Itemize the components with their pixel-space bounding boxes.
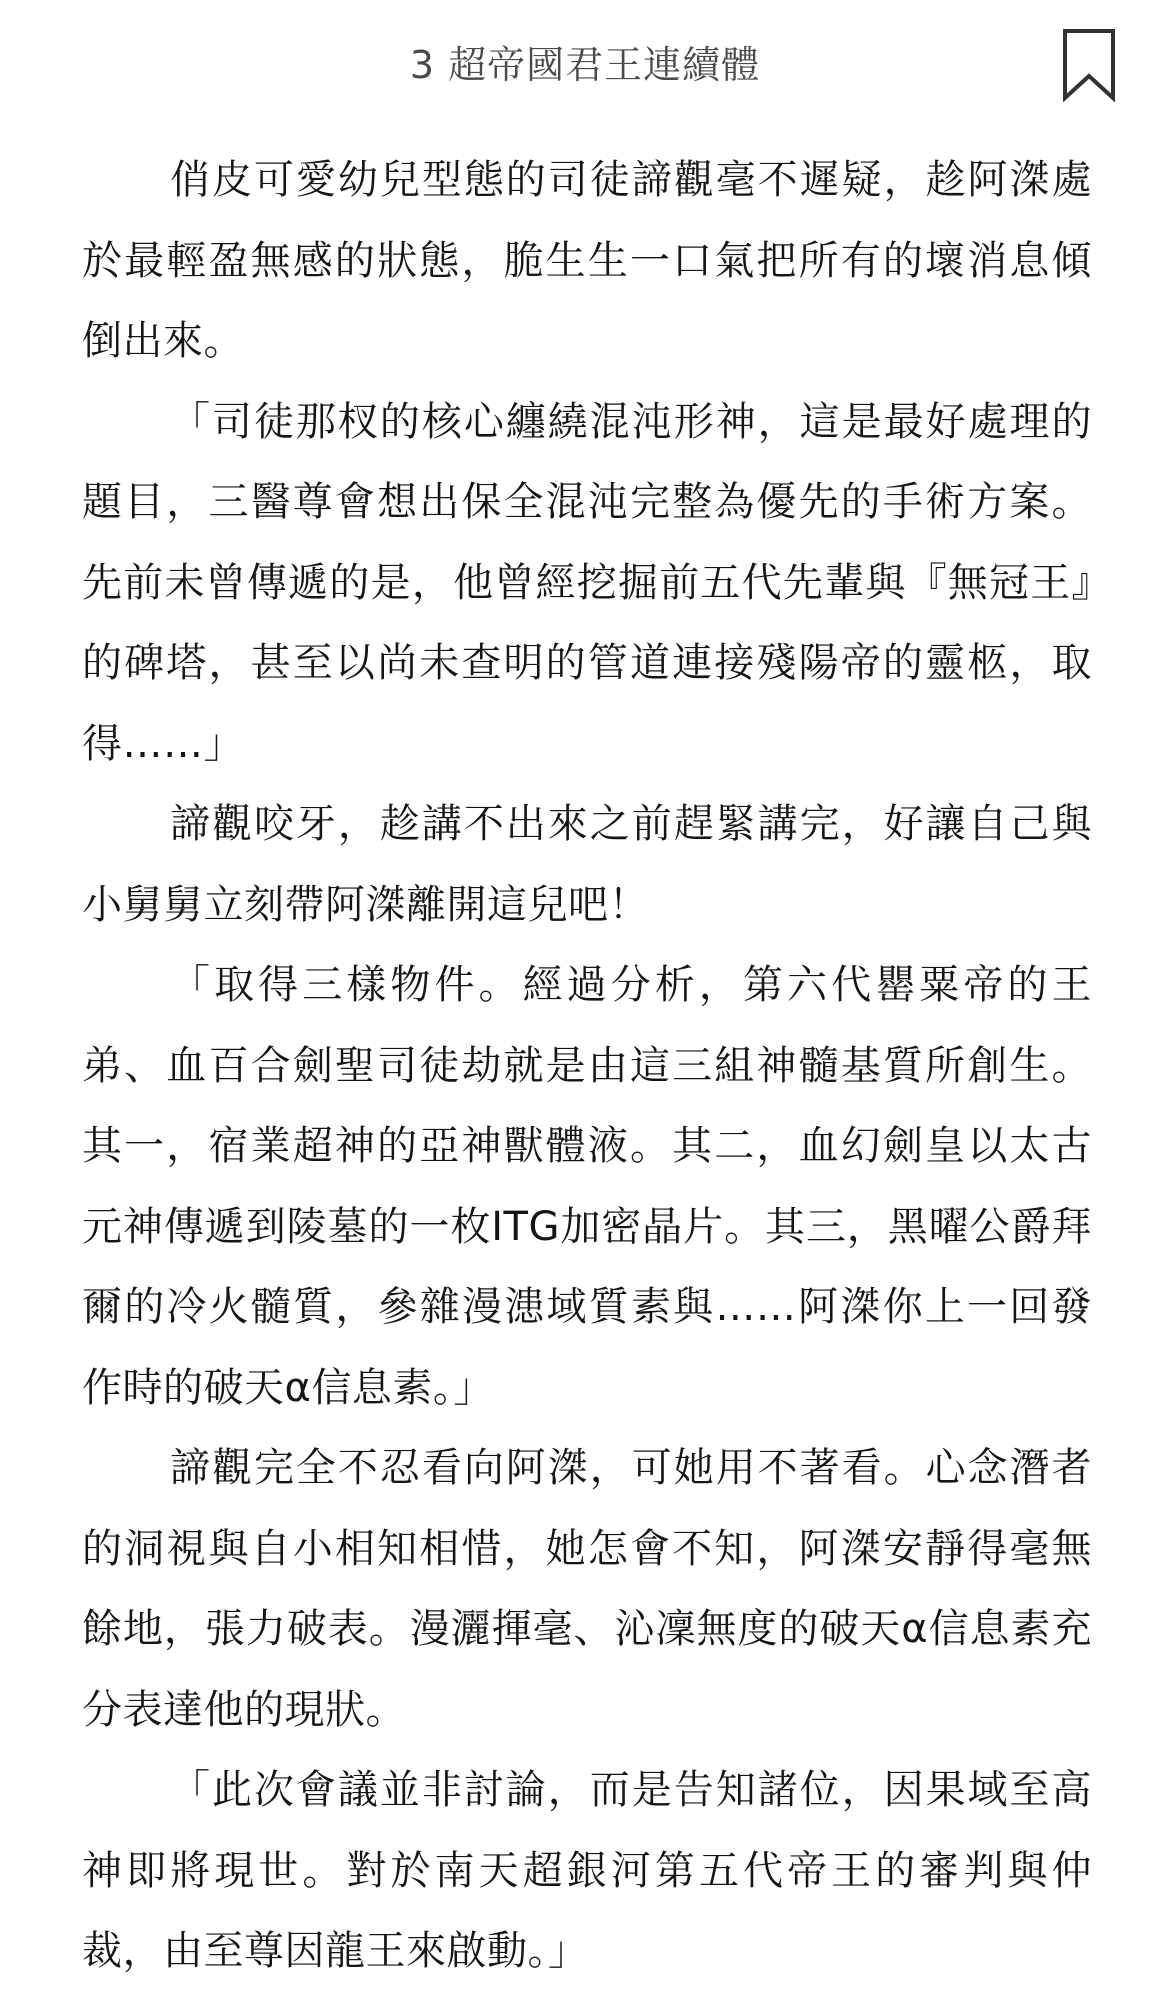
paragraph: 「取得三樣物件。經過分析，第六代罌粟帝的王弟、血百合劍聖司徒劫就是由這三組神髓基質所創生。其一，宿業超神的亞神獸體液。其二，血幻劍皇以太古元神傳遞到陵墓的一枚ITG加密晶片。其三，黑曜公爵拜爾的冷火髓質，參雜漫漶域質素與……阿滐你上一回發作時的破天α信息素。」 xyxy=(82,962,1092,1411)
chapter-text xyxy=(82,140,1092,1992)
paragraph: 「司徒那杈的核心纏繞混沌形神，這是最好處理的題目，三醫尊會想出保全混沌完整為優先的手術方案。先前未曾傳遞的是，他曾經挖掘前五代先輩與『無冠王』的碑塔，甚至以尚未查明的管道連接殘陽帝的靈柩，取得……」 xyxy=(82,398,1092,767)
chapter-title: 3 超帝國君王連續體 xyxy=(409,43,761,87)
paragraph: 「此次會議並非討論，而是告知諸位，因果域至高神即將現世。對於南天超銀河第五代帝王的審判與仲裁，由至尊因龍王來啟動。」 xyxy=(82,1767,1092,1974)
reader-header xyxy=(0,0,1170,130)
bookmark-button[interactable] xyxy=(1062,28,1116,102)
paragraph: 諦觀咬牙，趁講不出來之前趕緊講完，好讓自己與小舅舅立刻帶阿滐離開這兒吧！ xyxy=(82,801,1092,928)
bookmark-icon xyxy=(1062,28,1116,102)
paragraph: 俏皮可愛幼兒型態的司徒諦觀毫不遲疑，趁阿滐處於最輕盈無感的狀態，脆生生一口氣把所有的壞消息傾倒出來。 xyxy=(82,157,1092,364)
paragraph: 諦觀完全不忍看向阿滐，可她用不著看。心念潛者的洞視與自小相知相惜，她怎會不知，阿滐安靜得毫無餘地，張力破表。漫灑揮毫、沁凜無度的破天α信息素充分表達他的現狀。 xyxy=(82,1445,1092,1733)
